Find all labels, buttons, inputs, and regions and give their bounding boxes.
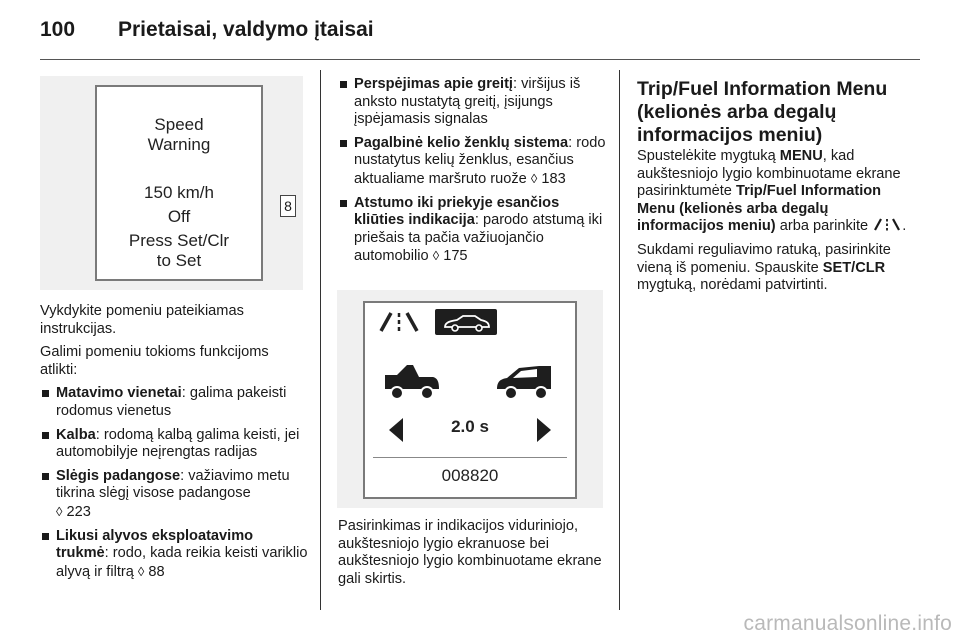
- page-ref-icon: ◊: [137, 563, 145, 579]
- section-heading: Trip/Fuel Information Menu (kelionės arba degalų informacijos meniu): [637, 78, 888, 146]
- list-item: Kalba: rodomą kalbą galima keisti, jei automobilyje neįrengtas radijas: [40, 427, 308, 462]
- left-column: [40, 303, 308, 587]
- car-tab: [435, 309, 497, 335]
- display-line-instruction-cont: to Set: [156, 251, 202, 270]
- list-item: Perspėjimas apie greitį: viršijus iš anksto nustatytą greitį, įsijungs įspėjamasis signalas: [338, 76, 606, 129]
- display-line-speed-value: 150 km/h: [144, 183, 214, 202]
- page-header: [40, 18, 920, 50]
- distance-readout: 2.0 s: [451, 417, 489, 436]
- display-separator: [373, 457, 567, 458]
- list-item: Slėgis padangose: važiavimo metu tikrina slėgį visose padangose ◊ 223: [40, 468, 308, 522]
- page-number: 100: [40, 18, 76, 41]
- display-line-warning: Warning: [147, 135, 211, 154]
- column-divider-left: [320, 70, 321, 610]
- speed-warning-display: [95, 85, 263, 281]
- odometer-readout: 008820: [441, 466, 499, 485]
- page-ref[interactable]: 88: [148, 563, 165, 580]
- list-item: Likusi alyvos eksploatavimo trukmė: rodo, kada reikia keisti variklio alyvą ir filtrą ◊ 88: [40, 528, 308, 582]
- road-icon: [377, 311, 421, 333]
- paragraph-confirm: Sukdami reguliavimo ratuką, pasirinkite vieną iš pomeniu. Spauskite SET/CLR mygtuką, norėdami patvirtinti.: [637, 241, 891, 294]
- watermark: carmanualsonline.info: [743, 612, 952, 635]
- paragraph-functions: Galimi pomeniu tokioms funkcijoms atlikti:: [40, 344, 269, 378]
- right-column: [637, 78, 919, 301]
- display-line-speed: Speed: [154, 115, 204, 134]
- list-item: Matavimo vienetai: galima pakeisti rodomus vienetus: [40, 385, 308, 420]
- car-icon: [435, 309, 497, 335]
- caption-text: Pasirinkimas ir indikacijos viduriniojo, aukštesniojo lygio ekranuose bei aukštesniojo lygio kombinuotame ekrane gali skirtis.: [338, 518, 602, 587]
- road-icon: [872, 218, 902, 231]
- speed-warning-figure: [40, 76, 303, 290]
- display-line-status: Off: [167, 207, 191, 226]
- page-ref-icon: ◊: [56, 503, 63, 519]
- figure-tag: 8: [280, 195, 296, 217]
- page-ref[interactable]: 223: [66, 503, 91, 520]
- distance-display: [363, 301, 577, 499]
- page-ref-icon: ◊: [432, 248, 440, 264]
- car-rear-icon: [383, 363, 443, 403]
- paragraph-instructions: Vykdykite pomeniu pateikiamas instrukcijas.: [40, 303, 244, 337]
- list-item: Atstumo iki priekyje esančios kliūties indikacija: parodo atstumą iki priešais ta pačia važiuojančio automobilio ◊ 175: [338, 195, 606, 266]
- page-ref[interactable]: 183: [541, 170, 566, 187]
- function-list: [40, 385, 308, 581]
- menu-list: [338, 76, 606, 266]
- car-front-icon: [493, 363, 557, 403]
- column-divider-right: [619, 70, 620, 610]
- header-rule: [40, 59, 920, 60]
- middle-column: [338, 76, 606, 272]
- paragraph-menu-select: Spustelėkite mygtuką MENU, kad aukštesniojo lygio kombinuotame ekrane pasirinktumėte Trip/Fuel Information Menu (kelionės arba degalų informacijos meniu) arba parinkite .: [637, 148, 907, 235]
- arrow-right-icon: [535, 417, 553, 443]
- page-ref[interactable]: 175: [443, 248, 468, 265]
- figure-caption: [338, 518, 608, 594]
- distance-indication-figure: [337, 290, 603, 508]
- page-title: Prietaisai, valdymo įtaisai: [118, 18, 374, 41]
- list-item: Pagalbinė kelio ženklų sistema: rodo nustatytus kelių ženklus, esančius aktualiame maršruto ruože ◊ 183: [338, 135, 606, 189]
- display-line-instruction: Press Set/Clr: [128, 231, 230, 250]
- page-ref-icon: ◊: [530, 170, 538, 186]
